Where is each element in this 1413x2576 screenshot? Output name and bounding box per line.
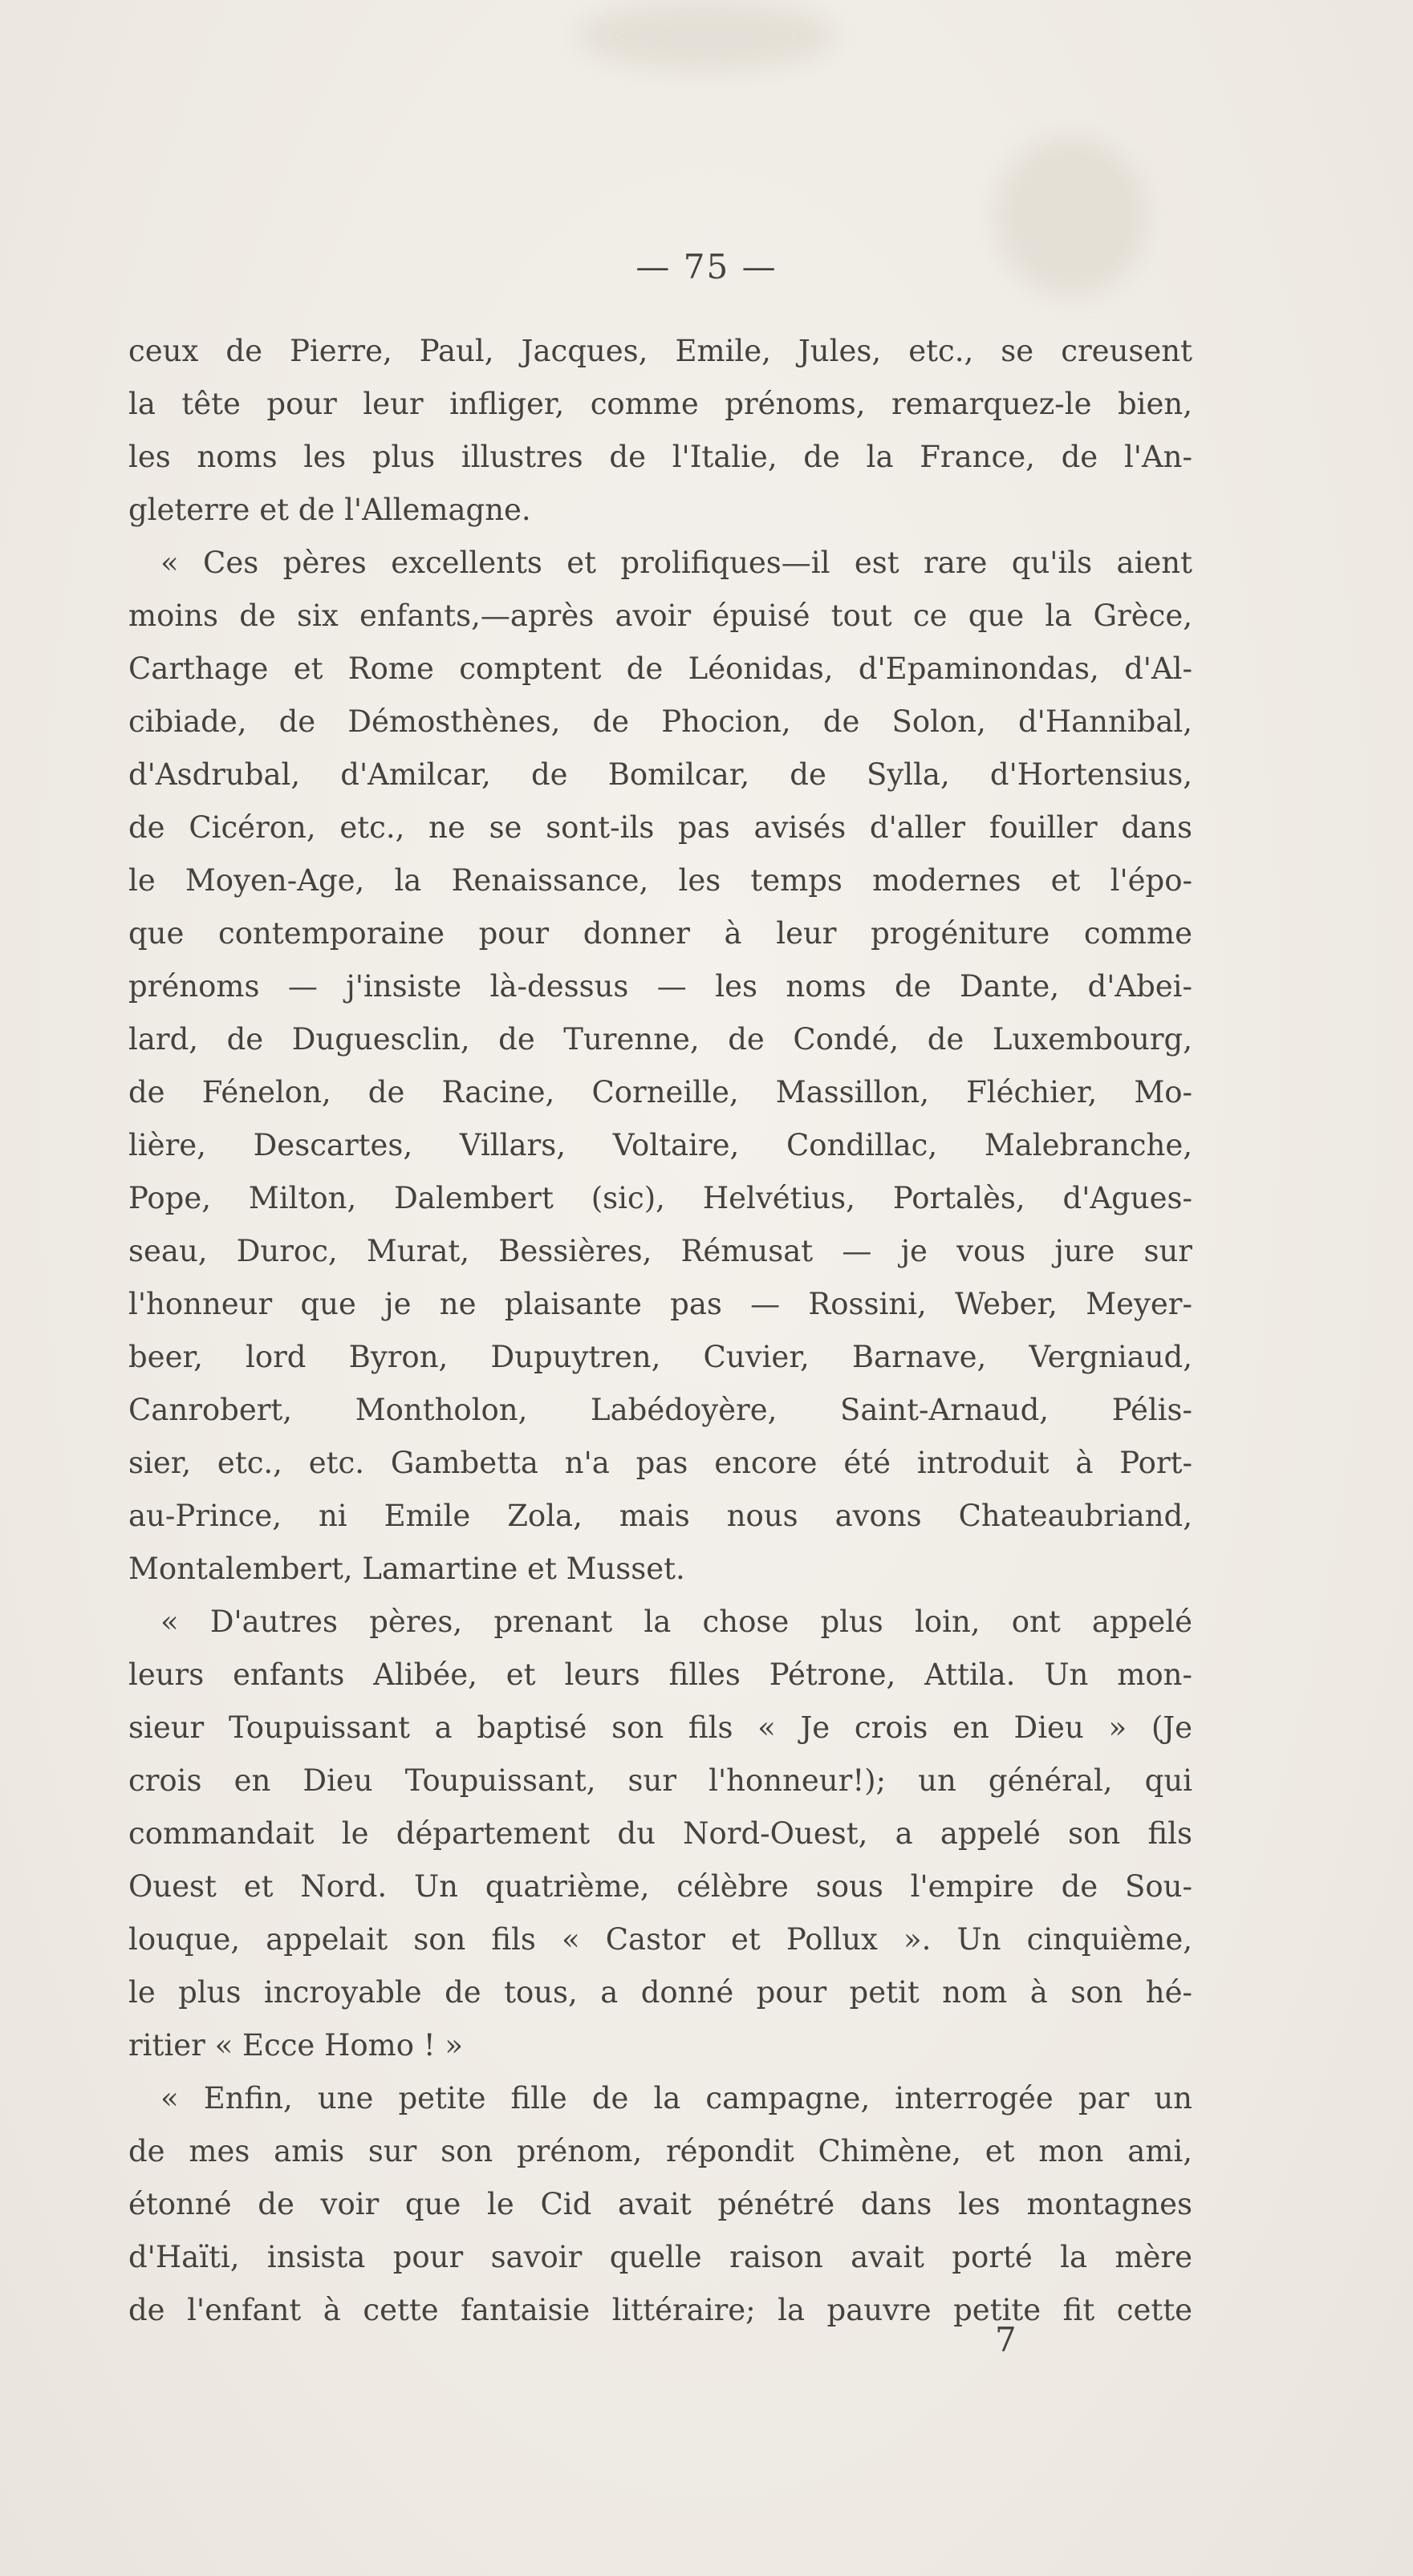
- text-line: de mes amis sur son prénom, répondit Chimène, et mon ami,: [128, 2134, 1192, 2168]
- text-line: étonné de voir que le Cid avait pénétré dans les montagnes: [128, 2187, 1192, 2221]
- text-line: lière, Descartes, Villars, Voltaire, Condillac, Malebranche,: [128, 1128, 1192, 1162]
- text-line: leurs enfants Alibée, et leurs filles Pétrone, Attila. Un mon-: [128, 1657, 1192, 1692]
- text-line: Pope, Milton, Dalembert (sic), Helvétius, Portalès, d'Agues-: [128, 1181, 1192, 1215]
- text-line: de Cicéron, etc., ne se sont-ils pas avisés d'aller fouiller dans: [128, 810, 1192, 845]
- paper-stain: [578, 0, 834, 72]
- text-line: lard, de Duguesclin, de Turenne, de Condé, de Luxembourg,: [128, 1022, 1192, 1057]
- text-line: Carthage et Rome comptent de Léonidas, d'Epaminondas, d'Al-: [128, 651, 1192, 686]
- signature-mark: 7: [995, 2320, 1017, 2359]
- text-line: le plus incroyable de tous, a donné pour petit nom à son hé-: [128, 1975, 1192, 2010]
- text-line: crois en Dieu Toupuissant, sur l'honneur!); un général, qui: [128, 1763, 1192, 1798]
- text-line: de Fénelon, de Racine, Corneille, Massillon, Fléchier, Mo-: [128, 1075, 1192, 1110]
- text-line: la tête pour leur infliger, comme prénoms, remarquez-le bien,: [128, 387, 1192, 421]
- text-line: Montalembert, Lamartine et Musset.: [128, 1552, 685, 1586]
- text-line: sier, etc., etc. Gambetta n'a pas encore été introduit à Port-: [128, 1446, 1192, 1480]
- text-line: seau, Duroc, Murat, Bessières, Rémusat — je vous jure sur: [128, 1234, 1192, 1268]
- page-number: — 75 —: [635, 247, 778, 286]
- text-line: ceux de Pierre, Paul, Jacques, Emile, Jules, etc., se creusent: [128, 334, 1192, 368]
- text-line: « Enfin, une petite fille de la campagne, interrogée par un: [160, 2081, 1192, 2116]
- text-line: Canrobert, Montholon, Labédoyère, Saint-Arnaud, Pélis-: [128, 1393, 1192, 1427]
- text-line: l'honneur que je ne plaisante pas — Rossini, Weber, Meyer-: [128, 1287, 1192, 1321]
- text-line: sieur Toupuissant a baptisé son fils « Je crois en Dieu » (Je: [128, 1710, 1192, 1745]
- text-line: prénoms — j'insiste là-dessus — les noms de Dante, d'Abei-: [128, 969, 1192, 1004]
- text-line: cibiade, de Démosthènes, de Phocion, de Solon, d'Hannibal,: [128, 704, 1192, 739]
- text-line: gleterre et de l'Allemagne.: [128, 493, 531, 527]
- text-line: commandait le département du Nord-Ouest, a appelé son fils: [128, 1816, 1192, 1851]
- text-line: ritier « Ecce Homo ! »: [128, 2028, 464, 2063]
- text-line: « D'autres pères, prenant la chose plus loin, ont appelé: [160, 1604, 1192, 1639]
- text-line: moins de six enfants,—après avoir épuisé tout ce que la Grèce,: [128, 598, 1192, 633]
- text-line: le Moyen-Age, la Renaissance, les temps modernes et l'épo-: [128, 863, 1192, 898]
- text-line: louque, appelait son fils « Castor et Pollux ». Un cinquième,: [128, 1922, 1192, 1957]
- text-line: d'Asdrubal, d'Amilcar, de Bomilcar, de Sylla, d'Hortensius,: [128, 757, 1192, 792]
- text-line: d'Haïti, insista pour savoir quelle raison avait porté la mère: [128, 2240, 1192, 2274]
- text-line: beer, lord Byron, Dupuytren, Cuvier, Barnave, Vergniaud,: [128, 1340, 1192, 1374]
- text-line: que contemporaine pour donner à leur progéniture comme: [128, 916, 1192, 951]
- body-text: [128, 325, 1192, 2337]
- text-line: de l'enfant à cette fantaisie littéraire; la pauvre petite fit cette: [128, 2293, 1192, 2327]
- text-line: au-Prince, ni Emile Zola, mais nous avons Chateaubriand,: [128, 1499, 1192, 1533]
- text-line: les noms les plus illustres de l'Italie, de la France, de l'An-: [128, 440, 1192, 474]
- text-line: Ouest et Nord. Un quatrième, célèbre sous l'empire de Sou-: [128, 1869, 1192, 1904]
- text-line: « Ces pères excellents et prolifiques—il est rare qu'ils aient: [160, 546, 1192, 580]
